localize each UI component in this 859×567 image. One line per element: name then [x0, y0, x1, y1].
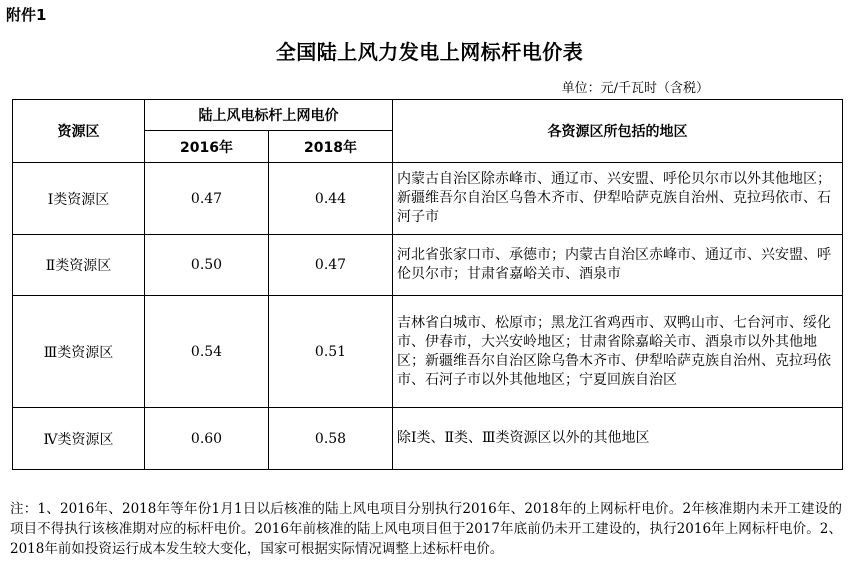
zone-cell: Ⅳ类资源区	[13, 408, 145, 470]
table-row	[13, 408, 843, 470]
zone-cell: Ⅲ类资源区	[13, 296, 145, 408]
header-year-2016: 2016年	[145, 131, 269, 163]
price-2018-cell: 0.44	[269, 163, 393, 235]
table-row	[13, 296, 843, 408]
price-2016-cell: 0.54	[145, 296, 269, 408]
page-title: 全国陆上风力发电上网标杆电价表	[275, 40, 584, 64]
price-2018-cell: 0.51	[269, 296, 393, 408]
price-2016-cell: 0.60	[145, 408, 269, 470]
header-price-group: 陆上风电标杆上网电价	[145, 100, 393, 131]
regions-cell: 吉林省白城市、松原市；黑龙江省鸡西市、双鸭山市、七台河市、绥化市、伊春市，大兴安岭地区；甘肃省除嘉峪关市、酒泉市以外其他地区；新疆维吾尔自治区除乌鲁木齐市、伊犁哈萨克族自治州、克拉玛依市、石河子市以外其他地区；宁夏回族自治区	[393, 296, 843, 408]
attachment-label: 附件1	[6, 6, 47, 24]
price-2016-cell: 0.47	[145, 163, 269, 235]
regions-cell: 内蒙古自治区除赤峰市、通辽市、兴安盟、呼伦贝尔市以外其他地区；新疆维吾尔自治区乌鲁木齐市、伊犁哈萨克族自治州、克拉玛依市、石河子市	[393, 163, 843, 235]
header-resource-zone: 资源区	[13, 100, 145, 163]
price-2016-cell: 0.50	[145, 235, 269, 296]
header-regions: 各资源区所包括的地区	[393, 100, 843, 163]
zone-cell: Ⅰ类资源区	[13, 163, 145, 235]
regions-cell: 河北省张家口市、承德市；内蒙古自治区赤峰市、通辽市、兴安盟、呼伦贝尔市；甘肃省嘉峪关市、酒泉市	[393, 235, 843, 296]
price-2018-cell: 0.58	[269, 408, 393, 470]
unit-label: 单位：元/千瓦时（含税）	[561, 81, 709, 96]
header-year-2018: 2018年	[269, 131, 393, 163]
footnote: 注：1、2016年、2018年等年份1月1日以后核准的陆上风电项目分别执行2016年、2018年的上网标杆电价。2年核准期内未开工建设的项目不得执行该核准期对应的标杆电价。2016年前核准的陆上风电项目但于2017年底前仍未开工建设的，执行2016年上网标杆电价。2、2018年前如投资运行成本发生较大变化，国家可根据实际情况调整上述标杆电价。	[10, 501, 842, 557]
price-table	[12, 99, 843, 470]
price-2018-cell: 0.47	[269, 235, 393, 296]
zone-cell: Ⅱ类资源区	[13, 235, 145, 296]
table-row	[13, 235, 843, 296]
table-row	[13, 163, 843, 235]
regions-cell: 除Ⅰ类、Ⅱ类、Ⅲ类资源区以外的其他地区	[393, 408, 843, 470]
